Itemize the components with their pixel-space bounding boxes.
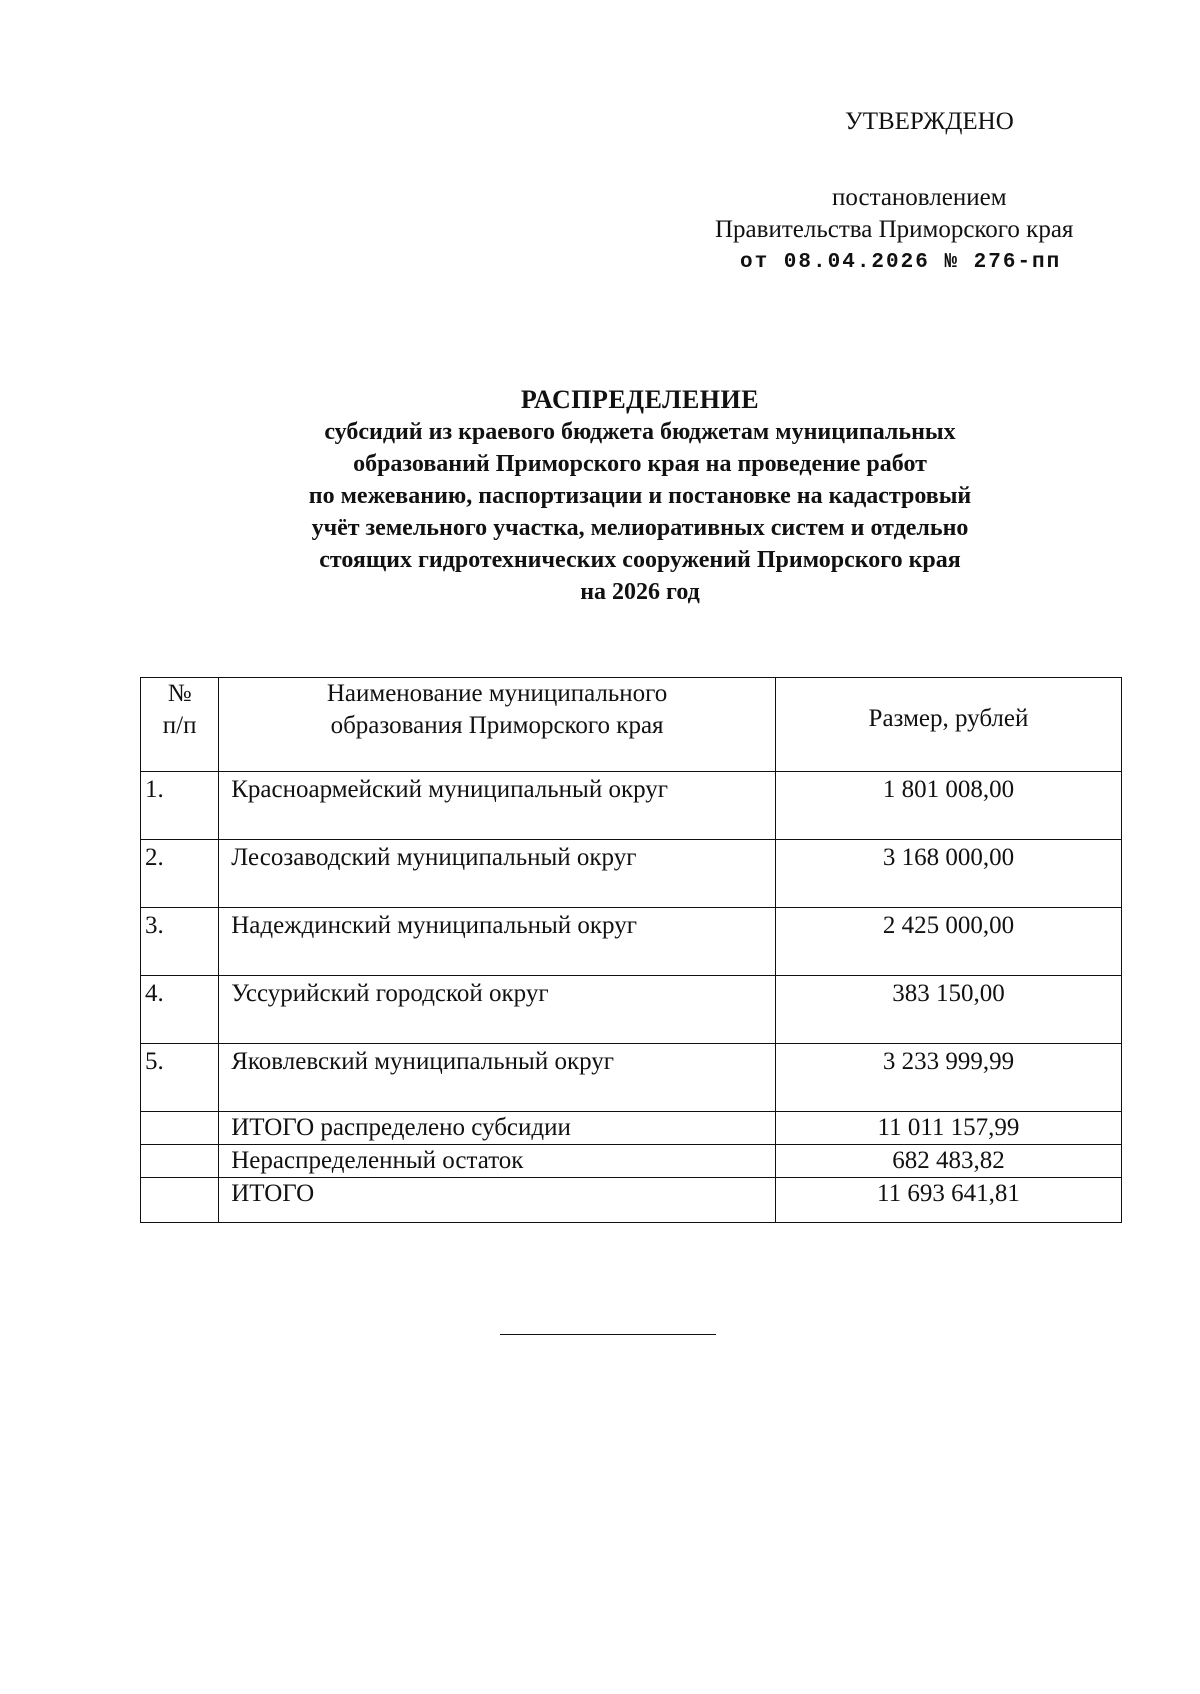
table-row (141, 908, 1122, 976)
header-name (219, 678, 776, 772)
heading-line: стоящих гидротехнических сооружений Приморского края (319, 547, 961, 573)
row-number: 2. (141, 840, 219, 908)
header-number-line2: п/п (162, 712, 197, 739)
header-name-line1: Наименование муниципального (326, 680, 668, 707)
grand-total-amount: 11 693 641,81 (775, 1178, 1121, 1223)
table-row (141, 1044, 1122, 1112)
document-title: РАСПРЕДЕЛЕНИЕ (520, 385, 760, 414)
row-name: Яковлевский муниципальный округ (219, 1044, 776, 1112)
row-amount: 2 425 000,00 (775, 908, 1121, 976)
end-of-document-rule (500, 1334, 716, 1335)
document-heading (150, 384, 1130, 608)
header-number (141, 678, 219, 772)
row-number: 5. (141, 1044, 219, 1112)
row-amount: 3 233 999,99 (775, 1044, 1121, 1112)
empty-cell (141, 1178, 219, 1223)
row-number: 1. (141, 772, 219, 840)
empty-cell (141, 1112, 219, 1145)
header-number-line1: № (167, 680, 192, 707)
header-name-line2: образования Приморского края (330, 712, 664, 739)
grand-total-row (141, 1178, 1122, 1223)
table-row (141, 772, 1122, 840)
table-row (141, 976, 1122, 1044)
table-header-row (141, 678, 1122, 772)
row-amount: 3 168 000,00 (775, 840, 1121, 908)
approved-stamp-text: УТВЕРЖДЕНО (845, 108, 1014, 135)
undistributed-amount: 682 483,82 (775, 1145, 1121, 1178)
row-number: 3. (141, 908, 219, 976)
undistributed-row (141, 1145, 1122, 1178)
row-name: Лесозаводский муниципальный округ (219, 840, 776, 908)
header-amount: Размер, рублей (775, 678, 1121, 772)
total-distributed-label: ИТОГО распределено субсидии (219, 1112, 776, 1145)
heading-line: образований Приморского края на проведение работ (353, 451, 927, 477)
total-distributed-amount: 11 011 157,99 (775, 1112, 1121, 1145)
row-name: Надеждинский муниципальный округ (219, 908, 776, 976)
heading-line: на 2026 год (580, 579, 700, 605)
approval-decree: постановлением (832, 184, 1007, 211)
row-amount: 1 801 008,00 (775, 772, 1121, 840)
row-name: Уссурийский городской округ (219, 976, 776, 1044)
heading-line: субсидий из краевого бюджета бюджетам муниципальных (324, 419, 956, 445)
heading-line: учёт земельного участка, мелиоративных систем и отдельно (311, 515, 969, 541)
table-row (141, 840, 1122, 908)
undistributed-label: Нераспределенный остаток (219, 1145, 776, 1178)
total-distributed-row (141, 1112, 1122, 1145)
row-name: Красноармейский муниципальный округ (219, 772, 776, 840)
approval-government: Правительства Приморского края (715, 216, 1074, 243)
grand-total-label: ИТОГО (219, 1178, 776, 1223)
heading-line: по межеванию, паспортизации и постановке на кадастровый (308, 483, 972, 509)
distribution-table (140, 677, 1122, 1223)
row-number: 4. (141, 976, 219, 1044)
approval-number: от 08.04.2026 № 276-пп (740, 251, 1062, 274)
empty-cell (141, 1145, 219, 1178)
row-amount: 383 150,00 (775, 976, 1121, 1044)
